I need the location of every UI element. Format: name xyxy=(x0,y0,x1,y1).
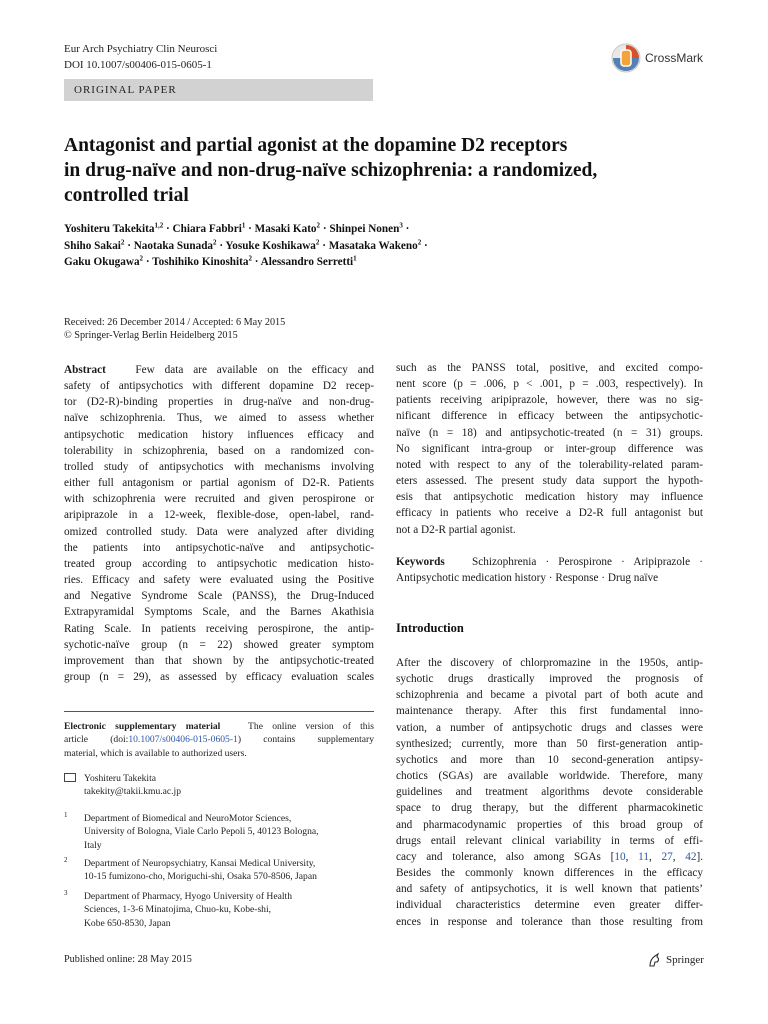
esm-line: material, which is available to authorized users. xyxy=(64,747,247,759)
intro-line: ences in response and tolerance than those resulting from xyxy=(396,915,703,928)
citation-link[interactable]: 27 xyxy=(661,850,673,863)
publisher-logo xyxy=(646,952,704,968)
intro-line: guidelines and treatment algorithms devote considerable xyxy=(396,786,703,799)
intro-line: sychotics and more than 10 second-generation antipsy- xyxy=(396,753,703,766)
abstract-line: patients receiving aripiprazole, however, there was no sig- xyxy=(396,394,703,407)
abstract-line: aripiprazole in a 12-week, flexible-dose, open-label, rand- xyxy=(64,509,374,522)
copyright: © Springer-Verlag Berlin Heidelberg 2015 xyxy=(64,330,238,341)
abstract-line: the patients into antipsychotic-naïve and antipsychotic- xyxy=(64,541,374,554)
intro-line: maintenance therapy. After this first fundamental inno- xyxy=(396,705,703,718)
abstract-line: Extrapyramidal Symptoms Scale, and the Barnes Akathisia xyxy=(64,606,374,619)
publisher-name: Springer xyxy=(666,954,704,966)
abstract-line: esis that antipsychotic medication history may influence xyxy=(396,491,703,504)
abstract-line: sychotic-naïve group (n = 22) showed greater symptom xyxy=(64,638,374,651)
intro-line: and pharmacodynamic properties of this broad group of xyxy=(396,818,703,831)
intro-line: Besides the commonly known differences in the efficacy xyxy=(396,867,703,880)
abstract-line: antipsychotic medication history influences efficacy and xyxy=(64,428,374,441)
abstract-line: such as the PANSS total, positive, and excited compo- xyxy=(396,362,703,374)
journal-header xyxy=(64,41,217,73)
introduction-body xyxy=(396,655,703,930)
esm-line: article (doi:10.1007/s00406-015-0605-1) contains supplementary xyxy=(64,734,374,746)
abstract-line: No significant intra-group or inter-group difference was xyxy=(396,442,703,455)
abstract-line: tor (D2-R)-binding properties in drug-naïve and non-drug- xyxy=(64,396,374,409)
abstract-line: omized controlled study. Data were analyzed after dividing xyxy=(64,525,374,538)
intro-line: chotics (SGAs) are available worldwide. Therefore, many xyxy=(396,770,703,783)
abstract-line: naïve schizophrenia. Thus, we aimed to assess whether xyxy=(64,412,374,425)
abstract-line: eters assessed. The present study data support the hypoth- xyxy=(396,475,703,488)
intro-line: After the discovery of chlorpromazine in the 1950s, antip- xyxy=(396,657,703,669)
abstract-line: nent score (p = .006, p < .001, p = .003, respectively). In xyxy=(396,378,703,391)
abstract-line: and Negative Syndrome Scale (PANSS), the Drug-Induced xyxy=(64,590,374,603)
abstract-line: ries. Efficacy and safety were evaluated using the Positive xyxy=(64,574,374,587)
journal-name: Eur Arch Psychiatry Clin Neurosci xyxy=(64,43,218,55)
esm-line: Electronic supplementary material The online version of this xyxy=(64,721,374,732)
abstract-line: improvement than that shown by the antipsychotic-treated xyxy=(64,654,374,667)
intro-line: space to drug therapy, but the different pharmacokinetic xyxy=(396,802,703,815)
affiliation-number: 2 xyxy=(64,856,68,864)
published-date: Published online: 28 May 2015 xyxy=(64,954,192,965)
abstract-line: efficacy in patients who receive a D2-R full antagonist but xyxy=(396,507,703,520)
abstract-line: either full antagonism or partial agonism of D2-R. Patients xyxy=(64,477,374,490)
citation-link[interactable]: 42 xyxy=(685,850,697,863)
abstract-line: with schizophrenia were recruited and given perospirone or xyxy=(64,493,374,506)
article-title xyxy=(64,133,704,208)
affiliation-number: 3 xyxy=(64,889,68,897)
article-type-bar xyxy=(64,79,373,101)
contact-name: Yoshiteru Takekita xyxy=(84,773,156,784)
received-accepted: Received: 26 December 2014 / Accepted: 6 May 2015 xyxy=(64,317,286,328)
citation-link[interactable]: 11 xyxy=(638,850,649,863)
keywords-line: Antipsychotic medication history · Response · Drug naïve xyxy=(396,571,659,584)
abstract-line: nificant difference in efficacy between the antipsychotic- xyxy=(396,410,703,423)
abstract-line: trolled study of antipsychotics with mechanisms involving xyxy=(64,460,374,473)
envelope-icon xyxy=(64,773,76,782)
author-line: Shiho Sakai$^2$ · Naotaka Sunada$^2$ · Yosuke Koshikawa$^2$ · Masataka Wakeno$^2$ · xyxy=(64,237,428,252)
intro-line: and safety of antipsychotics, it is well known that patients’ xyxy=(396,883,703,896)
section-heading-introduction: Introduction xyxy=(396,621,464,635)
article-dates xyxy=(64,316,285,342)
citation-link[interactable]: 10 xyxy=(614,850,626,863)
crossmark-badge[interactable] xyxy=(611,40,721,76)
footnote-divider xyxy=(64,711,374,712)
abstract-line: group (n = 29), as assessed by efficacy evaluation scales xyxy=(64,670,374,683)
keywords-label: Keywords xyxy=(396,555,445,568)
corresponding-author xyxy=(64,772,181,799)
author-line: Gaku Okugawa$^2$ · Toshihiko Kinoshita$^2$ · Alessandro Serretti$^1$ xyxy=(64,254,357,269)
abstract-line: naïve (n = 18) and antipsychotic-treated (n = 31) groups. xyxy=(396,426,703,439)
affiliation-number: 1 xyxy=(64,811,68,819)
crossmark-label: CrossMark xyxy=(645,51,704,65)
author-list xyxy=(64,221,704,271)
journal-doi: DOI 10.1007/s00406-015-0605-1 xyxy=(64,59,212,71)
crossmark-icon xyxy=(611,41,641,75)
title-line: in drug-naïve and non-drug-naïve schizophrenia: a randomized, xyxy=(64,160,598,181)
intro-line: drugs entail relevant clinical variability in terms of effi- xyxy=(396,834,703,847)
intro-line: vation, a number of antipsychotic drugs and classes were xyxy=(396,721,703,734)
contact-email[interactable]: takekity@takii.kmu.ac.jp xyxy=(84,786,182,798)
intro-line: cacy and tolerance, also among SGAs [10, 11, 27, 42]. xyxy=(396,850,704,863)
article-type: ORIGINAL PAPER xyxy=(74,84,177,96)
abstract xyxy=(64,362,374,685)
abstract-line: Rating Scale. In patients receiving perospirone, the antip- xyxy=(64,622,374,635)
springer-horse-icon xyxy=(646,952,662,968)
abstract-label: Abstract xyxy=(64,364,106,376)
supplementary-note xyxy=(64,720,374,760)
intro-line: schizophrenia and became a pivotal part of both acute and xyxy=(396,689,703,702)
author-line: Yoshiteru Takekita$^{1,2}$ · Chiara Fabbri$^1$ · Masaki Kato$^2$ · Shinpei Nonen$^3$ · xyxy=(64,221,410,235)
intro-line: individual characteristics determine even greater differ- xyxy=(396,899,703,912)
supplementary-doi-link[interactable]: 10.1007/s00406-015-0605-1 xyxy=(128,734,238,746)
abstract-continued xyxy=(396,360,703,586)
title-line: Antagonist and partial agonist at the dopamine D2 receptors xyxy=(64,135,568,156)
abstract-line: noted with respect to any of the tolerability-related param- xyxy=(396,458,703,471)
abstract-line: tolerability in schizophrenia, based on a randomized con- xyxy=(64,444,374,457)
abstract-line: treated group according to antipsychotic medication histo- xyxy=(64,557,374,570)
keywords-line: Keywords Schizophrenia · Perospirone · Aripiprazole · xyxy=(396,555,704,568)
abstract-line: not a D2-R partial agonist. xyxy=(396,523,516,536)
intro-line: synthesized; currently, more than 50 first-generation antip- xyxy=(396,737,703,750)
abstract-line: safety of antipsychotics with different dopamine D2 recep- xyxy=(64,380,374,393)
abstract-line: Abstract Few data are available on the efficacy and xyxy=(64,364,374,376)
intro-line: sychotic drugs drastically improved the prognosis of xyxy=(396,673,703,686)
title-line: controlled trial xyxy=(64,185,189,206)
